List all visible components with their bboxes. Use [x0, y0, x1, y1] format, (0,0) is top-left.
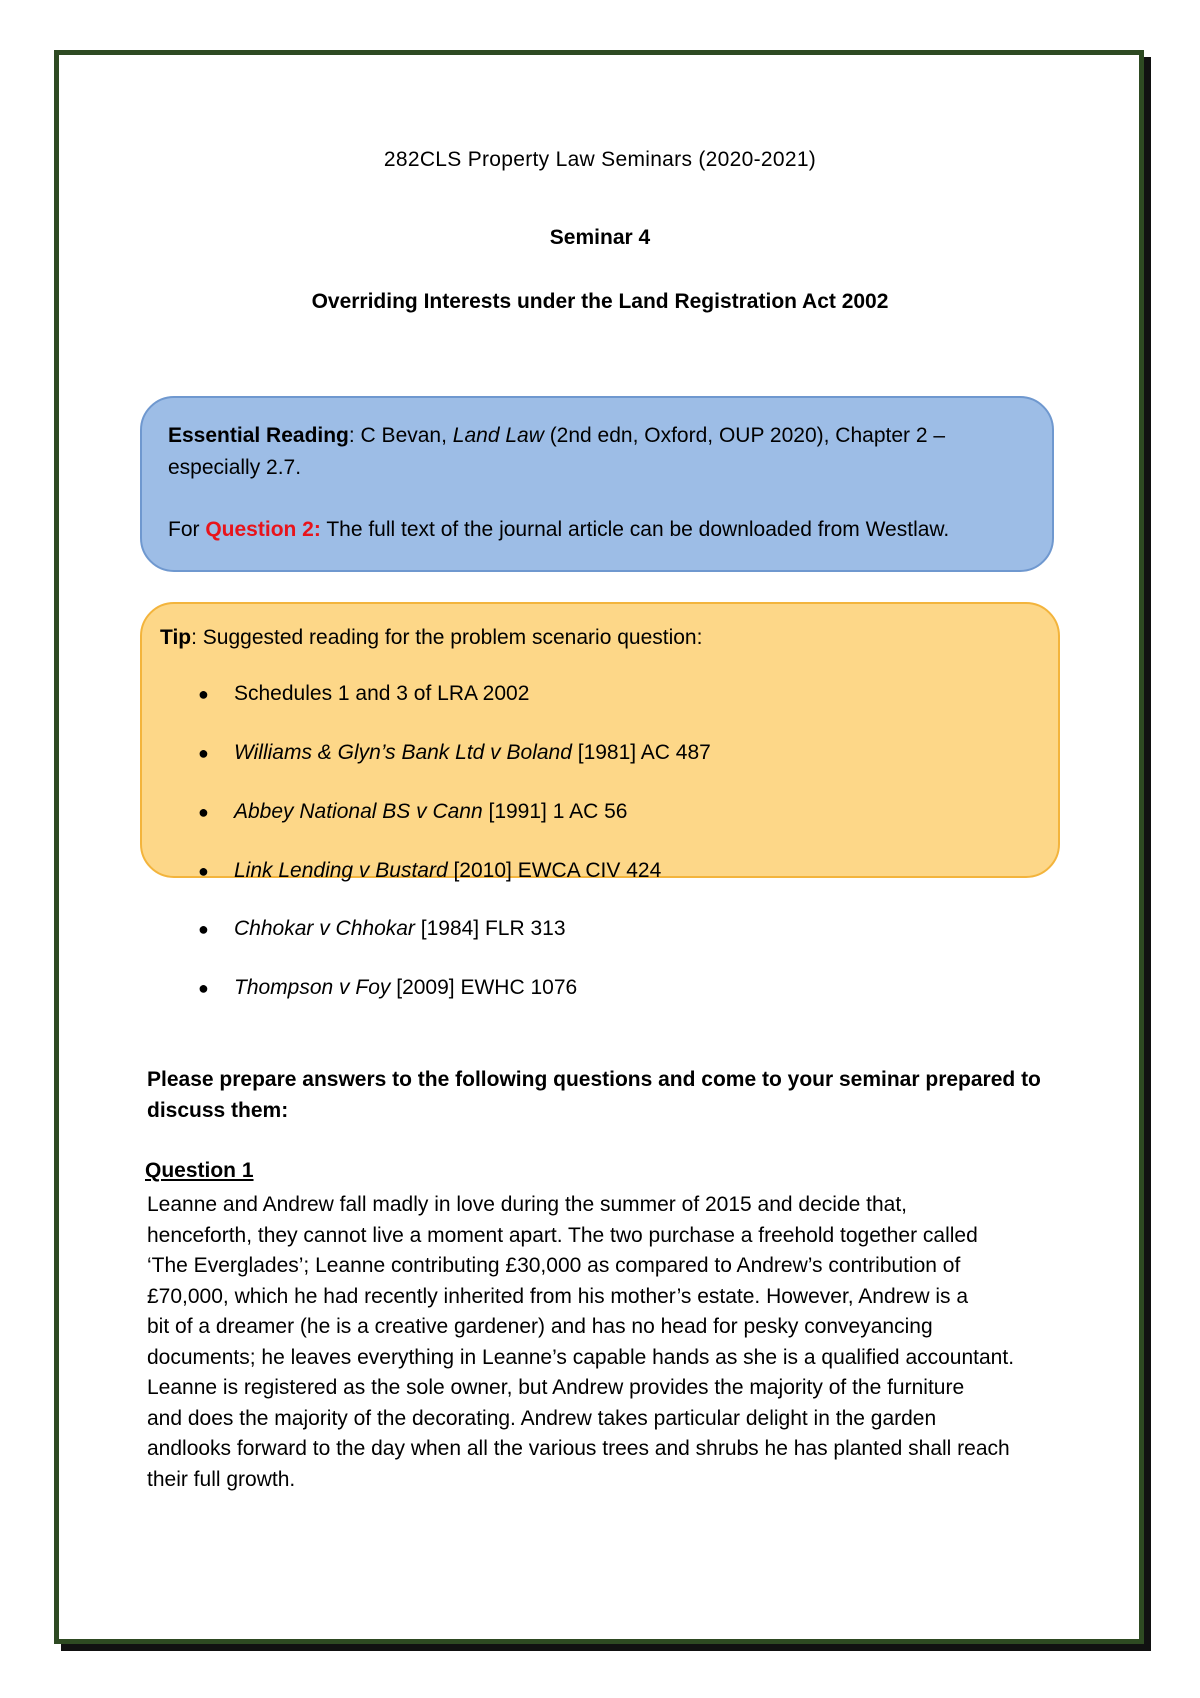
case-citation: [2009] EWHC 1076: [390, 976, 578, 999]
reading-details-continued: especially 2.7.: [168, 456, 302, 479]
tip-heading: [160, 622, 702, 654]
case-citation: [1991] 1 AC 56: [482, 800, 628, 823]
instructions-line: Please prepare answers to the following questions and come to your seminar prepared to: [147, 1068, 1041, 1091]
question-1-line: documents; he leaves everything in Leanne’s capable hands as she is a qualified accountant.: [147, 1345, 1015, 1369]
question-2-note: [168, 514, 1026, 546]
reading-book-title: Land Law: [452, 424, 544, 447]
case-name: Thompson v Foy: [234, 976, 391, 999]
question-1-line: henceforth, they cannot live a moment apart. The two purchase a freehold together called: [147, 1223, 978, 1247]
question-1-body: [147, 1190, 1077, 1495]
case-name: Chhokar v Chhokar: [234, 917, 415, 940]
instructions: [147, 1064, 1067, 1126]
instructions-line: discuss them:: [147, 1099, 289, 1122]
question-1-line: their full growth.: [147, 1467, 296, 1491]
bullet-icon: ●: [198, 802, 209, 822]
question-1-line: bit of a dreamer (he is a creative gardener) and has no head for pesky conveyancing: [147, 1315, 933, 1338]
course-title: 282CLS Property Law Seminars (2020-2021): [383, 148, 817, 171]
question-1-line: £70,000, which he had recently inherited from his mother’s estate. However, Andrew is a: [147, 1284, 968, 1308]
essential-reading-label: Essential Reading: [168, 424, 349, 447]
question-1-line: ‘The Everglades’; Leanne contributing £30,000 as compared to Andrew’s contribution of: [147, 1254, 961, 1277]
case-name: Williams & Glyn’s Bank Ltd v Boland: [234, 741, 572, 764]
seminar-topic: Overriding Interests under the Land Registration Act 2002: [311, 290, 889, 313]
question-2-reference: Question 2:: [205, 518, 321, 541]
question-1-line: Leanne and Andrew fall madly in love during the summer of 2015 and decide that,: [147, 1193, 907, 1216]
reading-details: (2nd edn, Oxford, OUP 2020), Chapter 2 –: [543, 424, 946, 447]
bullet-icon: ●: [198, 978, 209, 998]
case-citation: [1984] FLR 313: [414, 917, 566, 940]
essential-reading-line: [168, 420, 1026, 452]
question-1-line: and does the majority of the decorating. Andrew takes particular delight in the garden: [147, 1406, 937, 1430]
tip-text: : Suggested reading for the problem scenario question:: [191, 626, 703, 649]
reading-author: : C Bevan,: [348, 424, 453, 447]
bullet-icon: ●: [198, 684, 209, 704]
tip-label: Tip: [160, 626, 192, 649]
case-citation: Schedules 1 and 3 of LRA 2002: [234, 682, 530, 705]
case-citation: [2010] EWCA CIV 424: [447, 859, 662, 882]
download-note: The full text of the journal article can be downloaded from Westlaw.: [320, 518, 950, 541]
question-1-line: andlooks forward to the day when all the various trees and shrubs he has planted shall reach: [147, 1437, 1010, 1460]
question-1-heading: Question 1: [145, 1159, 254, 1182]
for-text: For: [168, 518, 206, 541]
essential-reading-box: [140, 396, 1054, 572]
seminar-number: Seminar 4: [549, 226, 651, 249]
case-citation: [1981] AC 487: [571, 741, 711, 764]
question-1-line: Leanne is registered as the sole owner, but Andrew provides the majority of the furniture: [147, 1376, 965, 1399]
bullet-icon: ●: [198, 743, 209, 763]
case-name: Abbey National BS v Cann: [234, 800, 483, 823]
bullet-icon: ●: [198, 919, 209, 939]
bullet-icon: ●: [198, 861, 209, 881]
case-name: Link Lending v Bustard: [234, 859, 448, 882]
